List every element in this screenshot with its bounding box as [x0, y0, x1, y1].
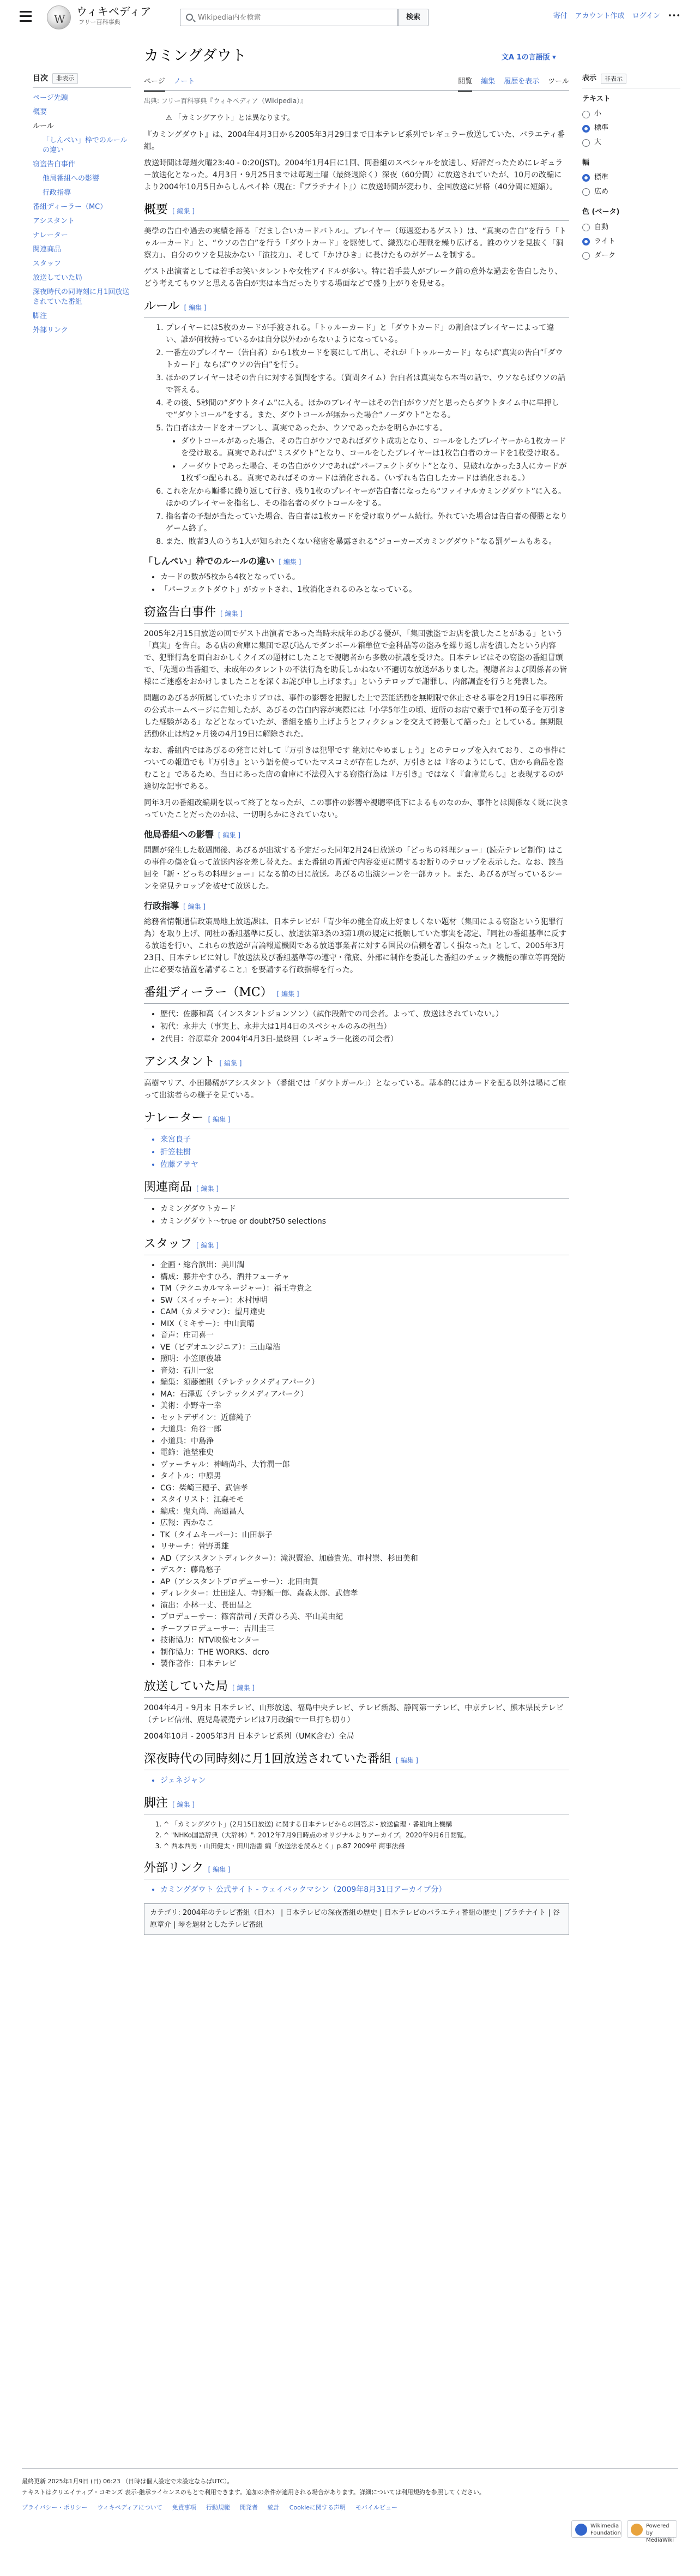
- create-account-link[interactable]: アカウント作成: [575, 12, 625, 20]
- section-goods: 関連商品 [ 編集 ]: [144, 1179, 569, 1199]
- search-button[interactable]: 検索: [398, 9, 429, 26]
- staff-item: • リサーチ：萱野勇雄: [160, 1541, 569, 1553]
- staff-item: • チーフプロデューサー：吉川圭三: [160, 1624, 569, 1635]
- search-icon: [186, 14, 193, 21]
- list-item: • 初代：永井大（事実上、永井大は1月4日のスペシャルのみの担当）: [160, 1021, 569, 1033]
- appearance-hide-button[interactable]: 非表示: [601, 74, 626, 85]
- appearance-option[interactable]: [582, 122, 680, 136]
- staff-item: • 製作著作：日本テレビ: [160, 1658, 569, 1670]
- list-item[interactable]: • 来宮良子: [160, 1134, 569, 1146]
- list-item: 3. ほかのプレイヤーはその告白に対する質問をする。（質問タイム）告白者は真実なら本当の話で、ウソならばウソの話で答える。: [166, 372, 569, 396]
- staff-item: • 編成：鬼丸尚、高遠昌人: [160, 1506, 569, 1518]
- edit-link[interactable]: [ 編集 ]: [172, 1800, 195, 1808]
- appearance-group: [582, 94, 680, 150]
- edit-link[interactable]: [ 編集 ]: [276, 990, 299, 998]
- list-item: • ノーダウトであった場合、その告白がウソであれば“パーフェクトダウト”となり、見破れなかった3人にカードが1枚ずつ配られる。真実であればそのカードは消化される。（いずれも告白したカードは消化される。）: [181, 460, 569, 484]
- edit-link[interactable]: [ 編集 ]: [219, 1059, 242, 1067]
- staff-item: • MIX（ミキサー）：中山貴晴: [160, 1319, 569, 1330]
- toc-item[interactable]: 「しんぺい」枠でのルールの違い: [43, 136, 128, 154]
- radio-icon[interactable]: [582, 125, 590, 133]
- footer-link[interactable]: 統計: [267, 2504, 280, 2511]
- toc-item[interactable]: 外部リンク: [33, 326, 68, 334]
- staff-item: • タイトル：中原男: [160, 1471, 569, 1482]
- staff-item: • 音効：石川一宏: [160, 1365, 569, 1377]
- radio-icon[interactable]: [582, 238, 590, 245]
- search-box: [180, 9, 398, 26]
- appearance-option[interactable]: [582, 107, 680, 122]
- list-item: • 歴代：佐藤和高（インスタントジョンソン）（試作段階での司会者。よって、放送はされていない。）: [160, 1008, 569, 1020]
- section-staff: スタッフ [ 編集 ]: [144, 1236, 569, 1255]
- radio-icon[interactable]: [582, 188, 590, 196]
- tab-tools[interactable]: ツール: [548, 77, 569, 86]
- theft-paragraph: 同年3月の番組改編期を以って終了となったが、この事件の影響や視聴率低下によるものなのか、事件とは関係なく既に決まっていたことだったのかは、一切明らかにされていない。: [144, 799, 569, 819]
- section-latenight: 深夜時代の同時刻に月1回放送されていた番組 [ 編集 ]: [144, 1751, 569, 1770]
- footer-link[interactable]: 免責事項: [172, 2504, 196, 2511]
- rules-list: [144, 322, 569, 548]
- section-external-links: 外部リンク [ 編集 ]: [144, 1860, 569, 1879]
- mediawiki-badge[interactable]: Powered by MediaWiki: [627, 2520, 677, 2538]
- staff-item: • ヴァーチャル：神崎尚斗、大竹潤一郎: [160, 1459, 569, 1471]
- tab-article[interactable]: ページ: [144, 76, 165, 92]
- appearance-group-title: 色 (ベータ): [582, 208, 620, 217]
- list-item: • 「パーフェクトダウト」がカットされ、1枚消化されるのみとなっている。: [160, 584, 569, 596]
- list-item: 1. プレイヤーには5枚のカードが手渡される。「トゥルーカード」と「ダウトカード」の割合はプレイヤーによって違い、誰が何枚持っているかは自分以外わからないようになっている。: [166, 322, 569, 346]
- staff-item: • CAM（カメラマン）：望月達史: [160, 1307, 569, 1318]
- list-item: 5. 告白者はカードをオープンし、真実であったか、ウソであったかを明らかにする。 • ダウトコールがあった場合、その告白がウソであればダウト成功となり、コールをしたプレイヤーから1枚カードを受け取る。真実であれば“ミスダウト”となり、コールをしたプレイヤーは1枚告白者のカードを1枚受け取る。 • ノーダウトであった場合、その告白がウソであれば“パーフェクトダウト”となり、見破れなかった3人にカードが1枚ずつ配られる。真実であればそのカードは消化される。（いずれも告白したカードは消化される。）: [166, 422, 569, 484]
- toc-item[interactable]: 概要: [33, 108, 47, 116]
- overview-paragraph: 美學の告白や過去の実績を語る「だまし合いカードバトル」。プレイヤー（毎週変わるゲスト）は、“真実の告白”を行う「トゥルーカード」と、“ウソの告白”を行う「ダウトカード」を駆使して、織烈な心理戦を繰り広げる。誰のウソを見抜く「洞察力」、自分のウソを見抜かない「演技力」、そして「かけひき」に長けたものがゲームを制する。: [144, 227, 567, 260]
- section-dealer: 番組ディーラー（MC） [ 編集 ]: [144, 985, 569, 1004]
- theft-paragraph: 問題のあびるが所属していたホリプロは、事件の影響を把握した上で芸能活動を無期限で休止させる事を2月19日に事務所の公式ホームページに告知したが、あびるの告白内容が実際には「小学5年生の頃、近所のお店で素手で1杯の菓子を万引きした経験がある」などとなっていたが、番組を盛り上げようとフィクションを交えて誇張して語った」としている。無期限活動休止は約2ヶ月後の4月19日に解除された。: [144, 694, 566, 739]
- toc-item[interactable]: ルール: [33, 122, 54, 130]
- user-links: [553, 11, 680, 22]
- toc-item[interactable]: 脚注: [33, 312, 47, 320]
- list-item[interactable]: • ジェネジャン: [160, 1775, 569, 1787]
- section-shinpei-rules: 「しんぺい」枠でのルールの違い [ 編集 ]: [144, 556, 301, 566]
- toc-hide-button[interactable]: 非表示: [52, 73, 78, 84]
- section-narrator: ナレーター [ 編集 ]: [144, 1110, 569, 1129]
- footer-link[interactable]: 行動規範: [206, 2504, 230, 2511]
- staff-item: • VE（ビデオエンジニア）：三山瑞浩: [160, 1342, 569, 1353]
- appearance-title: 表示: [582, 74, 597, 82]
- admin-paragraph: 総務省情報通信政策局地上放送課は、日本テレビが「青少年の健全育成上好ましくない題材（集団による窃盗という犯罪行為）を取り上げ、同社の番組基準に反し、放送法第3条の3第1項の規定に抵触していた事実を認定、『同社の番組基準に反する放送を行い、これらの放送が言論報道機関である放送事業者に対する国民の信頼を著しく損なった』として、2005年3月23日、日本テレビに対し『放送法及び番組基準等の遵守・徹底、外部に制作を委託した番組のチェック機能の確立等再発防止に必要な措置を講ずること』を要請する行政指導を行った。: [144, 918, 567, 974]
- radio-icon[interactable]: [582, 174, 590, 182]
- edit-link[interactable]: [ 編集 ]: [208, 1865, 231, 1873]
- influence-paragraph: 問題が発生した数週間後、あびるが出演する予定だった同年2月24日放送の「どっちの料理ショー」(読売テレビ制作) はこの事件の傷を負って放送内容を差し替えた。また番組の冒頭で内容変更に関するお断りのテロップを表示した。なお、該当回を「新・どっちの料理ショー」になる前の日に放送。あびるの出演シーンを一部カット。また、あびるが写っているシーンを発見テロップを被せて放送した。: [144, 846, 564, 891]
- assistant-paragraph: 高樹マリア、小田陽稀がアシスタント（番組では「ダウトガール」）となっている。基本的にはカードを配る以外は場にご座って出演者らの様子を見ている。: [144, 1079, 566, 1100]
- staff-item: • プロデューサー：篠宮浩司 / 天哲ひろ美、平山美由紀: [160, 1612, 569, 1623]
- toc-item[interactable]: 番組ディーラー（MC）: [33, 203, 107, 211]
- intro-paragraph: 『カミングダウト』は、2004年4月3日から2005年3月29日まで日本テレビ系列でレギュラー放送していた、バラエティ番組。: [144, 130, 565, 151]
- footer-link[interactable]: ウィキペディアについて: [97, 2504, 162, 2511]
- edit-link[interactable]: [ 編集 ]: [396, 1756, 418, 1764]
- staff-item: • 企画・総合演出：美川潤: [160, 1260, 569, 1271]
- overview-paragraph: ゲスト出演者としては若手お笑いタレントや女性アイドルが多い。特に若手芸人がブレーク前の意外な過去を告白したり、どう考えてもウソと思える告白が実は本当だったりする場面などで盛り上がりを見せる。: [144, 267, 563, 288]
- appearance-option-label: 広め: [594, 187, 609, 196]
- staff-item: • 音声：庄司喜一: [160, 1330, 569, 1341]
- theft-paragraph: 2005年2月15日放送の回でゲスト出演者であった当時未成年のあびる優が、「集団強盗でお店を潰したことがある」という「真実」を告白。ある店の倉庫に集団で忍び込んでダンボール箱単位で金科品等の盗みを繰り返し店を潰したという内容で、犯罪行為を面白おかしくクイズの題材にしたことで視聴者から多数の抗議を受けた。日本テレビはその窃盗の番組冒頭で、「先週の当番組で、未成年のタレントの不法行為を助長しかねない不適切な放送がありました。視聴者および関係者の皆様にご迷惑をおかけしましたことを深くお詫び申し上げます。」というテロップで謝罪し、内部調査を行うと発表した。: [144, 630, 568, 686]
- site-header: [0, 0, 700, 35]
- staff-item: • 技術協力：NTV映像センター: [160, 1635, 569, 1646]
- staff-item: • TM（テクニカルマネージャー）：福王寺貴之: [160, 1283, 569, 1295]
- radio-icon[interactable]: [582, 252, 590, 260]
- appearance-option[interactable]: [582, 249, 680, 263]
- section-admin-guidance: 行政指導 [ 編集 ]: [144, 901, 206, 911]
- section-stations: 放送していた局 [ 編集 ]: [144, 1679, 569, 1698]
- intro-paragraph: 放送時間は毎週火曜23:40 - 0:20(JST)。2004年1月4日に1回、同番組のスペシャルを放送し、好評だったためにレギュラー放送化となった。4月3日・9月25日までは毎週土曜（最終週除く）深夜（60分間）に放送されていたが、10月の改編により2004年10月5日からしんペイ枠（現在：『ブラチナイト』）に放送時間が変わり、全国放送に昇格（40分間に短縮）。: [144, 159, 563, 191]
- appearance-group-title: 幅: [582, 158, 590, 167]
- appearance-option-label: 大: [594, 138, 602, 147]
- toc-item[interactable]: 窃盗告白事件: [33, 160, 76, 169]
- staff-item: • ディレクター：辻田達人、寺野頼一郎、森森太郎、武信孝: [160, 1588, 569, 1599]
- tab-talk[interactable]: ノート: [173, 77, 195, 86]
- appearance-option-label: 標準: [594, 124, 609, 133]
- edit-link[interactable]: [ 編集 ]: [184, 304, 207, 311]
- staff-item: • 美術：小野寺一幸: [160, 1400, 569, 1412]
- article-source: 出典: フリー百科事典『ウィキペディア（Wikipedia）』: [144, 97, 307, 105]
- list-item: 7. 指名者の予想が当たっていた場合、告白者は1枚カードを受け取りゲーム続行。外れていた場合は告白者の優勝となりゲーム終了。: [166, 511, 569, 535]
- staff-item: • 広報：西かなこ: [160, 1518, 569, 1529]
- edit-link[interactable]: [ 編集 ]: [218, 831, 241, 839]
- list-item: 2. 一番左のプレイヤー（告白者）から1枚カードを裏にして出し、それが「トゥルーカード」ならば“真実の告白”「ダウトカード」ならば“ウソの告白”を行う。: [166, 347, 569, 371]
- toc-item[interactable]: 他局番組への影響: [43, 175, 100, 183]
- wikimedia-badge[interactable]: Wikimedia Foundation: [571, 2520, 621, 2538]
- list-item[interactable]: • 折笠桂樹: [160, 1146, 569, 1158]
- footer-link[interactable]: Cookieに関する声明: [289, 2504, 346, 2511]
- staff-item: • 演出：小林一丈、長田昌之: [160, 1600, 569, 1612]
- stations-paragraph: 2004年10月 - 2005年3月 日本テレビ系列（UMK含む）全局: [144, 1732, 354, 1741]
- edit-link[interactable]: [ 編集 ]: [208, 1116, 231, 1123]
- toc-item[interactable]: アシスタント: [33, 217, 75, 225]
- section-theft-incident: 窃盗告白事件 [ 編集 ]: [144, 604, 569, 624]
- list-item: • ダウトコールがあった場合、その告白がウソであればダウト成功となり、コールをしたプレイヤーから1枚カードを受け取る。真実であれば“ミスダウト”となり、コールをしたプレイヤーは1枚告白者のカードを1枚受け取る。: [181, 435, 569, 459]
- category-box[interactable]: カテゴリ: 2004年のテレビ番組（日本） | 日本テレビの深夜番組の歴史 | 日本テレビのバラエティ番組の歴史 | ブラチナイト | 谷原章介 | 琴を題材としたテレビ番組: [144, 1903, 569, 1935]
- appearance-group: [582, 158, 680, 200]
- site-wordmark[interactable]: ウィキペディア: [76, 5, 152, 18]
- last-edited: 最終更新 2025年1月9日 (日) 06:23 （日時は個人設定で未設定ならばUTC）。: [22, 2478, 233, 2485]
- appearance-option-label: 小: [594, 110, 602, 118]
- appearance-option-label: 標準: [594, 173, 609, 182]
- list-item: • カミングダウト〜true or doubt?50 selections: [160, 1215, 569, 1227]
- appearance-option-label: 自動: [594, 223, 609, 231]
- tab-history[interactable]: 履歴を表示: [504, 77, 540, 86]
- edit-link[interactable]: [ 編集 ]: [172, 207, 195, 215]
- staff-item: • 構成：藤井やすひろ、酒井フューチャ: [160, 1272, 569, 1283]
- radio-icon[interactable]: [582, 224, 590, 231]
- edit-link[interactable]: [ 編集 ]: [220, 610, 243, 618]
- staff-item: • MA：石澤恵（テレテックメディアパーク）: [160, 1389, 569, 1400]
- edit-link[interactable]: [ 編集 ]: [196, 1185, 219, 1193]
- appearance-group-title: テキスト: [582, 94, 611, 103]
- list-item: 8. また、敗者3人のうち1人が知られたくない秘密を暴露される“ジョーカーズカミングダウト”なる罰ゲームもある。: [166, 536, 569, 548]
- edit-link[interactable]: [ 編集 ]: [196, 1242, 219, 1249]
- main-menu-icon[interactable]: [20, 11, 32, 22]
- appearance-option[interactable]: [582, 220, 680, 235]
- staff-item: • 電飾：池埜雅史: [160, 1447, 569, 1459]
- reference-item[interactable]: 1. ^ 「カミングダウト」(2月15日放送) に関する日本テレビからの回答ぶ - 放送倫理・番組向上機構: [164, 1819, 569, 1830]
- section-notes: 脚注 [ 編集 ]: [144, 1795, 569, 1814]
- reference-item[interactable]: 2. ^ "NHKo国語辞典（大辞林）". 2012年7月9日時点のオリジナルよりアーカイブ。2020年9月6日閲覧。: [164, 1830, 569, 1841]
- stations-paragraph: 2004年4月 - 9月末 日本テレビ、山形放送、福島中央テレビ、テレビ新潟、静岡第一テレビ、中京テレビ、熊本県民テレビ（テレビ信州、鹿児島読売テレビは7月改編で一旦打ち切り）: [144, 1703, 564, 1724]
- staff-item: • デスク：藤島悠子: [160, 1565, 569, 1576]
- list-item: • カードの数が5枚から4枚となっている。: [160, 571, 569, 583]
- staff-item: • AD（アシスタントディレクター）：滝沢賢治、加藤貴光、市村崇、杉田美和: [160, 1553, 569, 1565]
- staff-item: • AP（アシスタントプロデューサー）：北田由賀: [160, 1577, 569, 1588]
- staff-item: • 照明：小笠原俊雄: [160, 1353, 569, 1365]
- appearance-panel: [582, 73, 680, 271]
- table-of-contents: [33, 73, 131, 338]
- edit-link[interactable]: [ 編集 ]: [183, 903, 206, 910]
- section-overview: 概要 [ 編集 ]: [144, 202, 569, 221]
- page-title: カミングダウト: [144, 47, 246, 64]
- appearance-option[interactable]: [582, 185, 680, 199]
- search-input[interactable]: [198, 11, 394, 23]
- page-footer: [22, 2468, 678, 2513]
- donate-link[interactable]: 寄付: [553, 12, 568, 20]
- toc-item[interactable]: 行政指導: [43, 189, 71, 197]
- tab-edit[interactable]: 編集: [481, 77, 496, 86]
- toc-item[interactable]: スタッフ: [33, 260, 62, 268]
- wikipedia-logo-icon[interactable]: [47, 5, 71, 29]
- edit-link[interactable]: [ 編集 ]: [232, 1684, 255, 1692]
- appearance-option-label: ダーク: [594, 251, 616, 260]
- footer-link[interactable]: プライバシー・ポリシー: [22, 2504, 88, 2511]
- list-item: • カミングダウトカード: [160, 1203, 569, 1215]
- tab-read[interactable]: 閲覧: [458, 76, 472, 92]
- edit-link[interactable]: [ 編集 ]: [279, 558, 301, 566]
- list-item[interactable]: • 佐藤アサヤ: [160, 1159, 569, 1171]
- section-rules: ルール [ 編集 ]: [144, 298, 569, 317]
- toc-title: 目次: [33, 74, 48, 83]
- radio-icon[interactable]: [582, 111, 590, 118]
- radio-icon[interactable]: [582, 139, 590, 147]
- theft-paragraph: なお、番組内ではあびるの発言に対して『万引きは犯罪です 絶対にやめましょう』とのテロップを入れており、この事件についての報道でも『万引き』という語を使っていたマスコミが存在したが、万引きとは『客のようにして、店から商品を盗むこと』であるため、当日にあった店の倉庫に不法侵入する窃盗行為は『万引き』ではなく『倉庫荒らし』と表現するのが適切な記事である。: [144, 746, 566, 791]
- hatnote: ⚠ 「カミングアウト」とは異なります。: [166, 114, 294, 122]
- toc-item[interactable]: ナレーター: [33, 231, 68, 239]
- toc-item[interactable]: ページ先頭: [33, 94, 68, 102]
- toc-item[interactable]: 放送していた局: [33, 274, 83, 282]
- site-tagline: フリー百科事典: [79, 19, 120, 26]
- appearance-option[interactable]: [582, 235, 680, 249]
- staff-item: • セットデザイン：近藤純子: [160, 1412, 569, 1424]
- staff-item: • 編集：須藤徳則（テレテックメディアパーク）: [160, 1377, 569, 1388]
- article-body: [144, 95, 569, 1935]
- staff-item: • CG：柴崎三穂子、武信孝: [160, 1483, 569, 1494]
- language-button[interactable]: 文A 1の言語版 ▾: [502, 53, 556, 62]
- list-item: 4. その後、5秒間の“ダウトタイム”に入る。ほかのプレイヤーはその告白がウソだと思ったらダウトタイム中に早押しで“ダウトコール”をする。また、ダウトコールが無かった場合“ノーダウト”となる。: [166, 397, 569, 421]
- section-assistant: アシスタント [ 編集 ]: [144, 1054, 569, 1073]
- footer-link[interactable]: モバイルビュー: [355, 2504, 398, 2511]
- staff-item: • スタイリスト：江森モモ: [160, 1494, 569, 1506]
- appearance-option[interactable]: [582, 171, 680, 185]
- toc-item[interactable]: 深夜時代の同時刻に月1回放送されていた番組: [33, 288, 130, 306]
- more-options-icon[interactable]: •••: [667, 12, 680, 20]
- footer-link[interactable]: 開発者: [239, 2504, 258, 2511]
- staff-item: • 制作協力：THE WORKS、dcro: [160, 1647, 569, 1658]
- list-item: 6. これを左から順番に繰り返して行き、残り1枚のプレイヤーが告白者になったら“ファイナルカミングダウト”に入る。ほかのプレイヤーを指名し、その指名者のダウトコールをする。: [166, 486, 569, 510]
- appearance-option-label: ライト: [594, 237, 615, 245]
- staff-item: • TK（タイムキーパー）：山田恭子: [160, 1530, 569, 1541]
- appearance-group: [582, 207, 680, 263]
- page-tabs: [144, 73, 569, 91]
- login-link[interactable]: ログイン: [632, 12, 660, 20]
- staff-item: • 小道具：中島浄: [160, 1436, 569, 1447]
- staff-item: • SW（スイッチャー）：木村博明: [160, 1295, 569, 1307]
- section-influence: 他局番組への影響 [ 編集 ]: [144, 829, 241, 840]
- appearance-option[interactable]: [582, 136, 680, 150]
- staff-item: • 大道具：角谷一郎: [160, 1424, 569, 1435]
- reference-item[interactable]: 3. ^ 西本西男・山田健太・田川浩書 編「放送法を読みとく」p.87 2009年 商事法務: [164, 1841, 569, 1852]
- list-item: • 2代目：谷原章介 2004年4月3日-最終回（レギュラー化後の司会者）: [160, 1033, 569, 1045]
- license-text: テキストはクリエイティブ・コモンズ 表示-継承ライセンスのもとで利用できます。追加の条件が適用される場合があります。詳細については利用規約を参照してください。: [22, 2489, 485, 2496]
- list-item[interactable]: • カミングダウト 公式サイト - ウェイバックマシン（2009年8月31日アーカイブ分）: [160, 1884, 569, 1896]
- toc-item[interactable]: 関連商品: [33, 245, 62, 254]
